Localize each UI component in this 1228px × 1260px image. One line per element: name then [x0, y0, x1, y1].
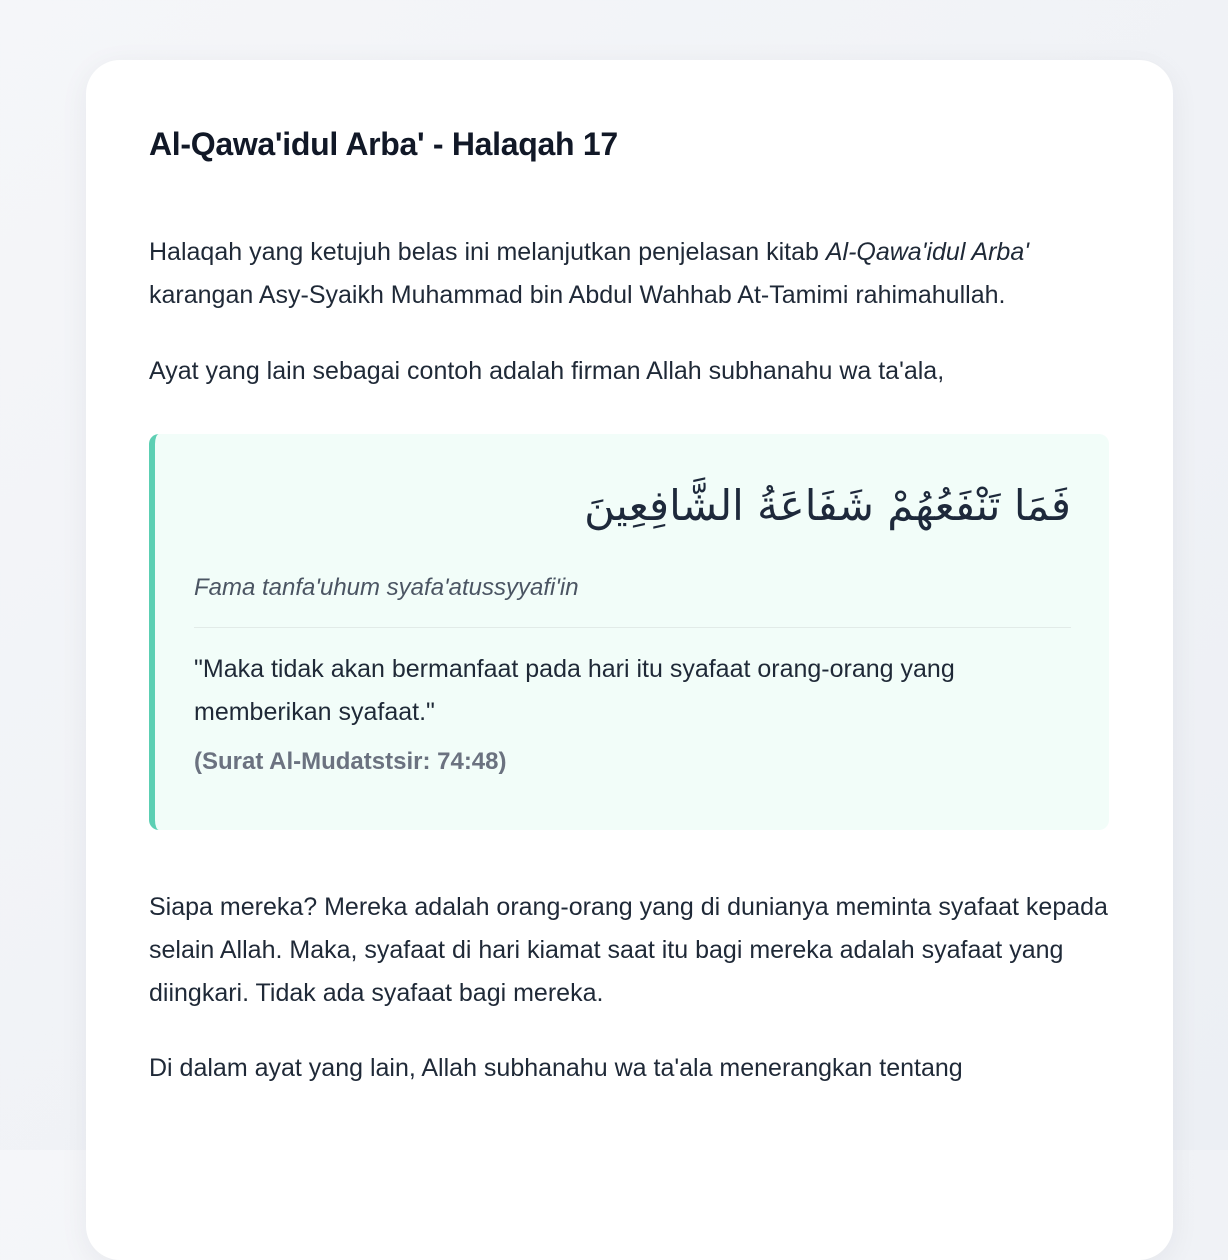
- article-card: [86, 60, 1173, 1260]
- book-title: Al-Qawa'idul Arba': [825, 238, 1029, 266]
- intro-text-start: Halaqah yang ketujuh belas ini melanjutkan penjelasan kitab: [149, 238, 826, 266]
- article-title: Al-Qawa'idul Arba' - Halaqah 17: [149, 126, 618, 162]
- verse-source: (Surat Al-Mudatstsir: 74:48): [194, 748, 507, 775]
- explanation-paragraph: Siapa mereka? Mereka adalah orang-orang yang di dunianya meminta syafaat kepada selain Allah. Maka, syafaat di hari kiamat saat itu bagi mereka adalah syafaat yang diingkari. Tidak ada syafaat bagi mereka.: [149, 893, 1108, 1007]
- verse-quote-block: [149, 434, 1109, 830]
- verse-transliteration: Fama tanfa'uhum syafa'atussyyafi'in: [194, 574, 579, 601]
- lead-in-paragraph: Ayat yang lain sebagai contoh adalah firman Allah subhanahu wa ta'ala,: [149, 357, 945, 385]
- quote-divider: [194, 627, 1071, 628]
- arabic-verse: فَمَا تَنْفَعُهُمْ شَفَاعَةُ الشَّافِعِينَ: [584, 481, 1071, 530]
- intro-paragraph: [149, 231, 1109, 317]
- intro-text-end: karangan Asy-Syaikh Muhammad bin Abdul Wahhab At-Tamimi rahimahullah.: [149, 281, 1006, 309]
- verse-translation: "Maka tidak akan bermanfaat pada hari itu syafaat orang-orang yang memberikan syafaat.": [194, 655, 955, 726]
- next-paragraph: Di dalam ayat yang lain, Allah subhanahu wa ta'ala menerangkan tentang: [149, 1054, 963, 1082]
